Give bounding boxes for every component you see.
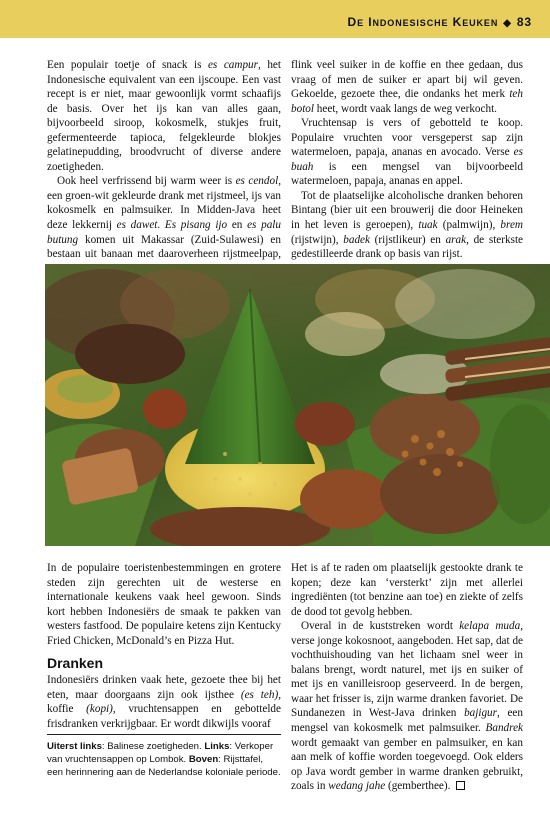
paragraph: flink veel suiker in de koffie en thee gedaan, dus vraag of men de suiker er apart bij wil geven. Gekoelde, gezoete thee, die ondanks het merk teh botol heet, wordt vaak langs de weg verkocht. (291, 59, 523, 115)
paragraph: Indonesiërs drinken vaak hete, gezoete thee bij het eten, maar doorgaans zijn ook ijsthee (es teh), koffie (kopi), vruchtensappen en gebottelde frisdranken verkrijgbaar. Er wordt dikwijls vooraf (47, 674, 281, 730)
paragraph: Een populair toetje of snack is es campur, het Indonesische equivalent van een ijscoupe. Een vast recept is er niet, maar gewoonlijk vormt schaafijs de basis. Over het ijs kan van alles gaan, bijvoorbeeld siroop, kokosmelk, stukjes fruit, gefermenteerde tapioca, felgekleurde blokjes gelatinepudding, broodvrucht of diverse andere zoetigheden. (47, 59, 281, 173)
column-2 (291, 58, 523, 262)
column-1 (47, 58, 281, 276)
food-photo-illustration (45, 264, 550, 546)
paragraph: Overal in de kuststreken wordt kelapa muda, verse jonge kokosnoot, aangeboden. Het sap, dat de vochthuishouding van het lichaam snel weer in balans brengt, wordt naturel, met ijs en suiker of met ijs en vanilleisroop geserveerd. In de bergen, waar het frisser is, zijn warme dranken favoriet. De Sundanezen in West-Java drinken bajigur, een mengsel van kokosmelk met palmsuiker. Bandrek wordt gemaakt van gember en palmsuiker, en kan aan melk of koffie worden toegevoegd. Ook elders op Java wordt gember in warme dranken gebruikt, zoals in wedang jahe (gemberthee). (291, 620, 523, 793)
diamond-icon: ◆ (503, 18, 512, 29)
photo-caption: Uiterst links: Balinese zoetigheden. Links: Verkoper van vruchtensappen op Lombok. Boven: Rijsttafel, een herinnering aan de Nederlandse koloniale periode. (47, 734, 281, 779)
column-3 (47, 561, 281, 731)
page-number: 83 (516, 15, 532, 29)
section-heading: Dranken (47, 655, 104, 672)
paragraph: Het is af te raden om plaatselijk gestookte drank te kopen; deze kan ‘versterkt’ zijn met allerlei ingrediënten (tot benzine aan toe) en ziekte of zelfs de dood tot gevolg hebben. (291, 562, 523, 618)
end-of-article-icon (456, 781, 465, 790)
rijsttafel-photo (45, 264, 550, 546)
running-header (348, 15, 532, 29)
paragraph: Vruchtensap is vers of gebotteld te koop. Populaire vruchten voor versgeperst sap zijn watermeloen, papaja, ananas en avocado. Verse es buah is een mengsel van bijvoorbeeld watermeloen, papaja, ananas en appel. (291, 117, 523, 188)
paragraph: Tot de plaatselijke alcoholische dranken behoren Bintang (bier uit een brouwerij die door Heineken in het leven is geroepen), tuak (palmwijn), brem (rijstwijn), badek (rijstlikeur) en arak, de sterkste gedestilleerde drank op basis van rijst. (291, 189, 524, 261)
paragraph: In de populaire toeristenbestemmingen en grotere steden zijn gerechten uit de westerse en internationale keukens vaak heel gewoon. Sinds kort hebben Indonesiërs de smaak te pakken van westers fastfood. De populaire ketens zijn Kentucky Fried Chicken, McDonald’s en Pizza Hut. (47, 562, 281, 647)
paragraph: Ook heel verfrissend bij warm weer is es cendol, een groen-wit gekleurde drank met rijstmeel, ijs van kokosmelk en palmsuiker. In Midden-Java heet deze lekkernij es dawet. Es pisang ijo en es palu butung komen uit Makassar (Zuid-Sulawesi) en bestaan uit banaan met daaroverheen rijstmeelpap, (47, 175, 281, 261)
column-4 (291, 561, 523, 794)
running-title: DE INDONESISCHE KEUKEN (347, 15, 499, 29)
